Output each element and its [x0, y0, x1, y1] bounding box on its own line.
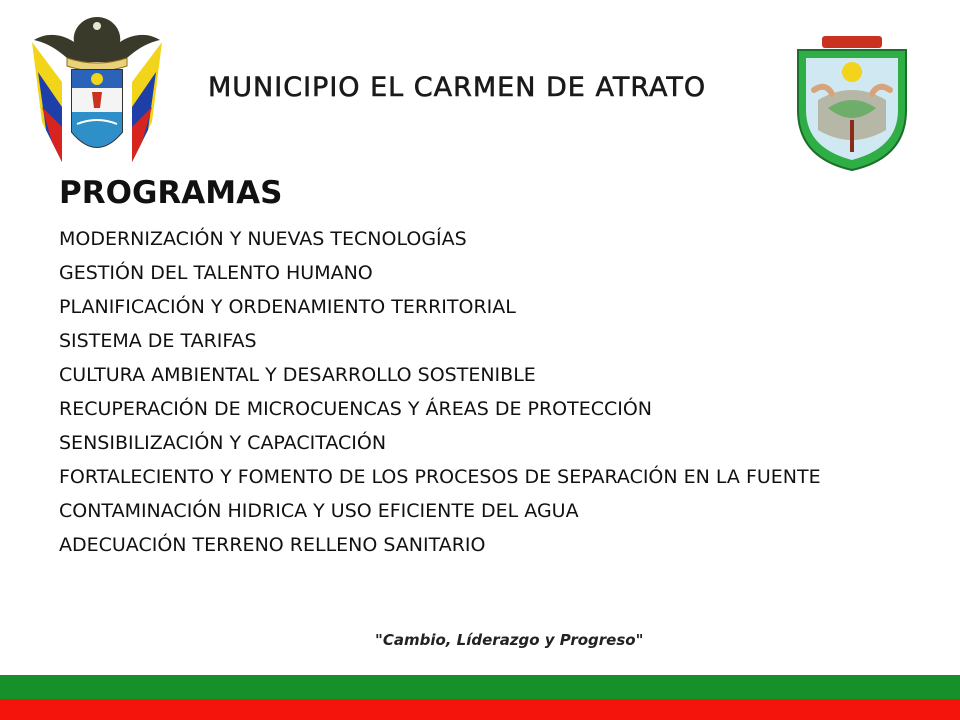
footer-stripe-green	[0, 675, 960, 699]
list-item: SISTEMA DE TARIFAS	[59, 330, 257, 352]
municipal-shield-icon	[788, 30, 916, 172]
list-item: MODERNIZACIÓN Y NUEVAS TECNOLOGÍAS	[59, 228, 467, 250]
slide-header	[0, 0, 960, 175]
list-item: CONTAMINACIÓN HIDRICA Y USO EFICIENTE DEL AGUA	[59, 500, 579, 522]
footer-stripe-white	[0, 659, 960, 675]
list-item: GESTIÓN DEL TALENTO HUMANO	[59, 262, 373, 284]
footer-stripe-red	[0, 699, 960, 720]
municipality-title: MUNICIPIO EL CARMEN DE ATRATO	[208, 72, 707, 103]
list-item: RECUPERACIÓN DE MICROCUENCAS Y ÁREAS DE PROTECCIÓN	[59, 398, 653, 420]
list-item: FORTALECIENTO Y FOMENTO DE LOS PROCESOS DE SEPARACIÓN EN LA FUENTE	[59, 466, 821, 488]
programs-list	[59, 228, 859, 557]
list-item: PLANIFICACIÓN Y ORDENAMIENTO TERRITORIAL	[59, 296, 516, 318]
colombia-coat-of-arms-icon	[22, 12, 172, 172]
programs-section	[59, 173, 859, 568]
list-item: SENSIBILIZACIÓN Y CAPACITACIÓN	[59, 432, 387, 454]
list-item: ADECUACIÓN TERRENO RELLENO SANITARIO	[59, 534, 486, 556]
slogan: "Cambio, Líderazgo y Progreso"	[375, 631, 644, 649]
section-heading: PROGRAMAS	[59, 175, 283, 211]
list-item: CULTURA AMBIENTAL Y DESARROLLO SOSTENIBLE	[59, 364, 536, 386]
